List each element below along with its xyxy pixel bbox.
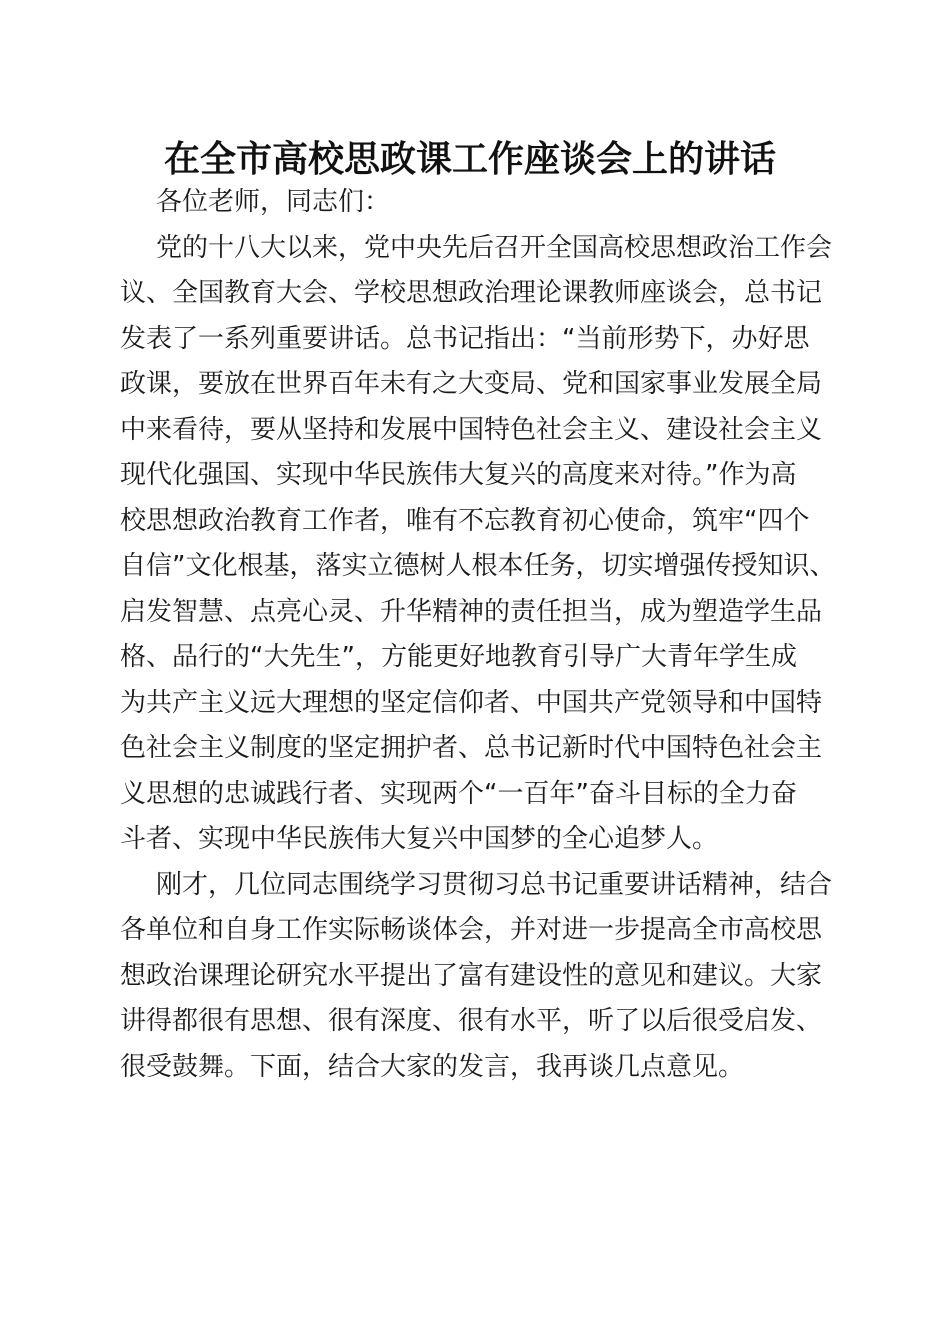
paragraph-line: 斗者、实现中华民族伟大复兴中国梦的全心追梦人。 xyxy=(120,824,719,854)
paragraph-line: 想政治课理论研究水平提出了富有建设性的意见和建议。大家 xyxy=(120,960,823,991)
paragraph-line: 政课，要放在世界百年未有之大变局、党和国家事业发展全局 xyxy=(120,369,823,399)
paragraph-line: 讲得都很有思想、很有深度、很有水平，听了以后很受启发、 xyxy=(120,1006,823,1036)
paragraph-line: 义思想的忠诚践行者、实现两个“一百年”奋斗目标的全力奋 xyxy=(120,778,797,809)
paragraph-line: 自信”文化根基，落实立德树人根本任务，切实增强传授知识、 xyxy=(120,551,836,581)
salutation: 各位老师，同志们： xyxy=(156,187,391,217)
paragraph-line: 很受鼓舞。下面，结合大家的发言，我再谈几点意见。 xyxy=(120,1051,745,1082)
paragraph-line: 中来看待，要从坚持和发展中国特色社会主义、建设社会主义 xyxy=(120,414,823,445)
document-body xyxy=(120,180,840,1090)
paragraph-line: 格、品行的“大先生”，方能更好地教育引导广大青年学生成 xyxy=(120,642,797,672)
paragraph-line: 议、全国教育大会、学校思想政治理论课教师座谈会，总书记 xyxy=(120,278,823,308)
paragraph-line: 刚才，几位同志围绕学习贯彻习总书记重要讲话精神，结合 xyxy=(156,869,833,900)
paragraph-line: 校思想政治教育工作者，唯有不忘教育初心使命，筑牢“四个 xyxy=(120,505,810,536)
document-title: 在全市高校思政课工作座谈会上的讲话 xyxy=(163,138,776,180)
paragraph-line: 现代化强国、实现中华民族伟大复兴的高度来对待。”作为高 xyxy=(120,460,797,490)
paragraph-line: 发表了一系列重要讲话。总书记指出：“当前形势下，办好思 xyxy=(120,323,810,354)
paragraph-line: 色社会主义制度的坚定拥护者、总书记新时代中国特色社会主 xyxy=(120,733,823,763)
paragraph-line: 各单位和自身工作实际畅谈体会，并对进一步提高全市高校思 xyxy=(120,915,823,945)
paragraph-2 xyxy=(120,863,840,1091)
paragraph-1 xyxy=(120,226,840,863)
paragraph-line: 为共产主义远大理想的坚定信仰者、中国共产党领导和中国特 xyxy=(120,687,823,718)
paragraph-line: 启发智慧、点亮心灵、升华精神的责任担当，成为塑造学生品 xyxy=(120,596,823,627)
paragraph-line: 党的十八大以来，党中央先后召开全国高校思想政治工作会 xyxy=(156,232,833,263)
